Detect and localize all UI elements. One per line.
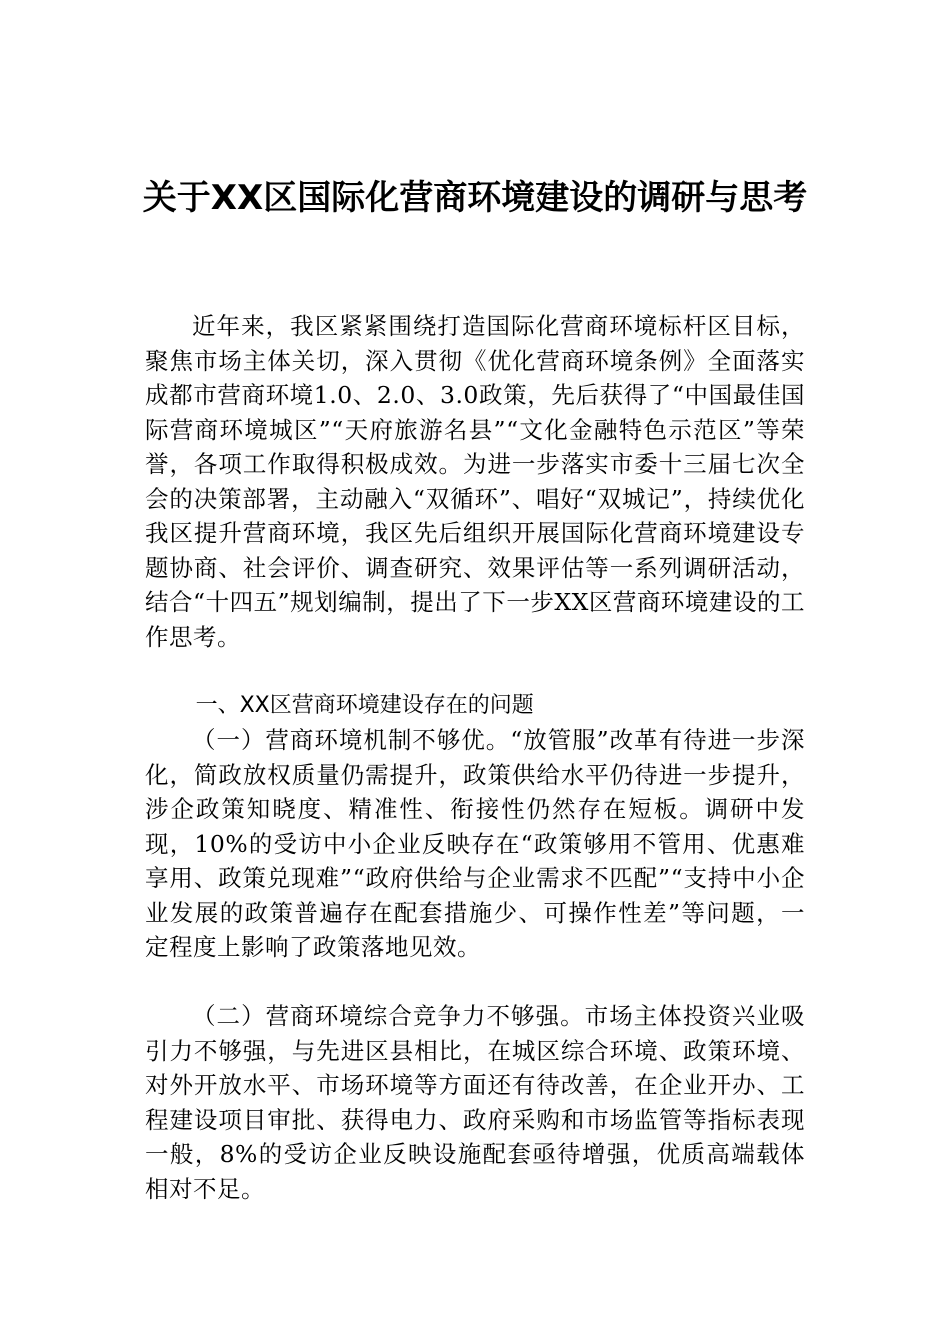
section-heading-problems: 一、XX区营商环境建设存在的问题 <box>195 693 534 718</box>
item-1-body: “放管服”改革有待进一步深化，简政放权质量仍需提升，政策供给水平仍待进一步提升，涉企政策知晓度、精准性、衔接性仍然存在短板。调研中发现，10%的受访中小企业反映存在“政策够用不管用、优惠难享用、政策兑现难”“政府供给与企业需求不匹配”“支持中小企业发展的政策普遍存在配套措施少、可操作性差”等问题，一定程度上影响了政策落地见效。 <box>145 726 806 961</box>
item-2-body: 市场主体投资兴业吸引力不够强，与先进区县相比，在城区综合环境、政策环境、对外开放水平、市场环境等方面还有待改善，在企业开办、工程建设项目审批、获得电力、政府采购和市场监管等指标表现一般，8%的受访企业反映设施配套亟待增强，优质高端载体相对不足。 <box>145 1002 806 1203</box>
paragraph-item-1 <box>145 723 805 965</box>
intro-paragraph: 近年来，我区紧紧围绕打造国际化营商环境标杆区目标，聚焦市场主体关切，深入贯彻《优化营商环境条例》全面落实成都市营商环境1.0、2.0、3.0政策，先后获得了“中国最佳国际营商环境城区”“天府旅游名县”“文化金融特色示范区”等荣誉，各项工作取得积极成效。为进一步落实市委十三届七次全会的决策部署，主动融入“双循环”、唱好“双城记”，持续优化我区提升营商环境，我区先后组织开展国际化营商环境建设专题协商、社会评价、调查研究、效果评估等一系列调研活动，结合“十四五”规划编制，提出了下一步XX区营商环境建设的工作思考。 <box>145 312 805 651</box>
item-2-heading: （二）营商环境综合竞争力不够强。 <box>192 1002 585 1030</box>
item-1-heading: （一）营商环境机制不够优。 <box>192 726 511 754</box>
paragraph-item-2 <box>145 999 805 1206</box>
document-title: 关于XX区国际化营商环境建设的调研与思考 <box>142 178 808 218</box>
